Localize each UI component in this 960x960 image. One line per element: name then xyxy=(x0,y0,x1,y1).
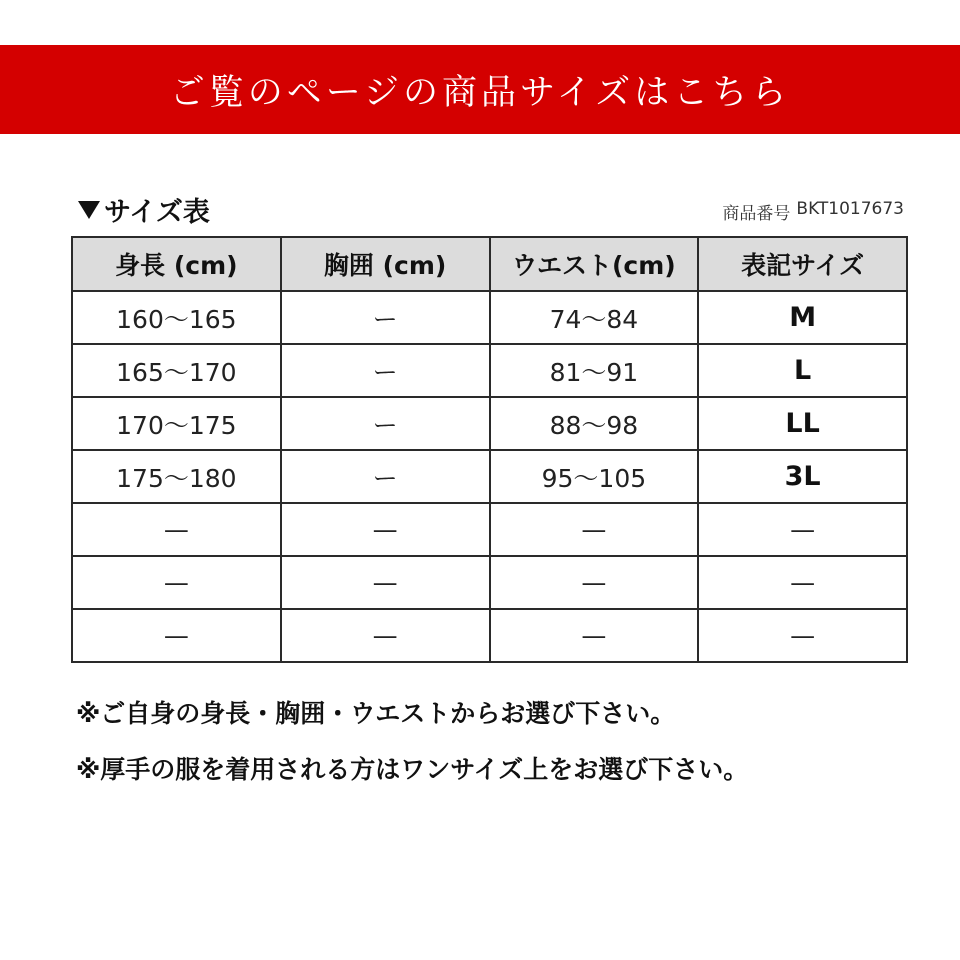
cell-chest: ー xyxy=(281,397,490,450)
cell-chest: — xyxy=(281,503,490,556)
cell-size: LL xyxy=(698,397,907,450)
cell-chest: ー xyxy=(281,344,490,397)
product-number-value: BKT1017673 xyxy=(796,199,904,219)
cell-height: 165〜170 xyxy=(72,344,281,397)
cell-waist: — xyxy=(490,556,699,609)
table-row xyxy=(72,344,907,397)
down-triangle-icon xyxy=(78,201,100,219)
cell-size: — xyxy=(698,556,907,609)
note-line: ※厚手の服を着用される方はワンサイズ上をお選び下さい。 xyxy=(76,755,749,784)
cell-waist: — xyxy=(490,609,699,662)
cell-chest: ー xyxy=(281,450,490,503)
cell-height: 160〜165 xyxy=(72,291,281,344)
cell-chest: — xyxy=(281,556,490,609)
header-height: 身長 (cm) xyxy=(72,237,281,291)
table-row xyxy=(72,291,907,344)
note-line: ※ご自身の身長・胸囲・ウエストからお選び下さい。 xyxy=(76,699,676,728)
cell-waist: 74〜84 xyxy=(490,291,699,344)
cell-waist: — xyxy=(490,503,699,556)
cell-waist: 81〜91 xyxy=(490,344,699,397)
header-chest: 胸囲 (cm) xyxy=(281,237,490,291)
cell-size: 3L xyxy=(698,450,907,503)
table-row xyxy=(72,450,907,503)
table-row xyxy=(72,397,907,450)
cell-chest: — xyxy=(281,609,490,662)
cell-height: — xyxy=(72,609,281,662)
cell-size: — xyxy=(698,503,907,556)
table-header-row xyxy=(72,237,907,291)
cell-size: L xyxy=(698,344,907,397)
cell-waist: 88〜98 xyxy=(490,397,699,450)
banner-title: ご覧のページの商品サイズはこちら xyxy=(169,72,791,113)
header-size-label: 表記サイズ xyxy=(698,237,907,291)
section-heading xyxy=(78,190,210,229)
cell-height: 175〜180 xyxy=(72,450,281,503)
size-table xyxy=(71,236,908,663)
cell-size: — xyxy=(698,609,907,662)
header-banner xyxy=(0,45,960,134)
header-waist: ウエスト(cm) xyxy=(490,237,699,291)
table-row xyxy=(72,609,907,662)
cell-size: M xyxy=(698,291,907,344)
notes xyxy=(76,686,748,798)
cell-height: — xyxy=(72,556,281,609)
cell-chest: ー xyxy=(281,291,490,344)
cell-waist: 95〜105 xyxy=(490,450,699,503)
section-heading-label: サイズ表 xyxy=(104,197,210,228)
cell-height: — xyxy=(72,503,281,556)
product-number-label: 商品番号 xyxy=(722,204,791,224)
table-row xyxy=(72,556,907,609)
product-number xyxy=(722,199,904,224)
cell-height: 170〜175 xyxy=(72,397,281,450)
table-row xyxy=(72,503,907,556)
